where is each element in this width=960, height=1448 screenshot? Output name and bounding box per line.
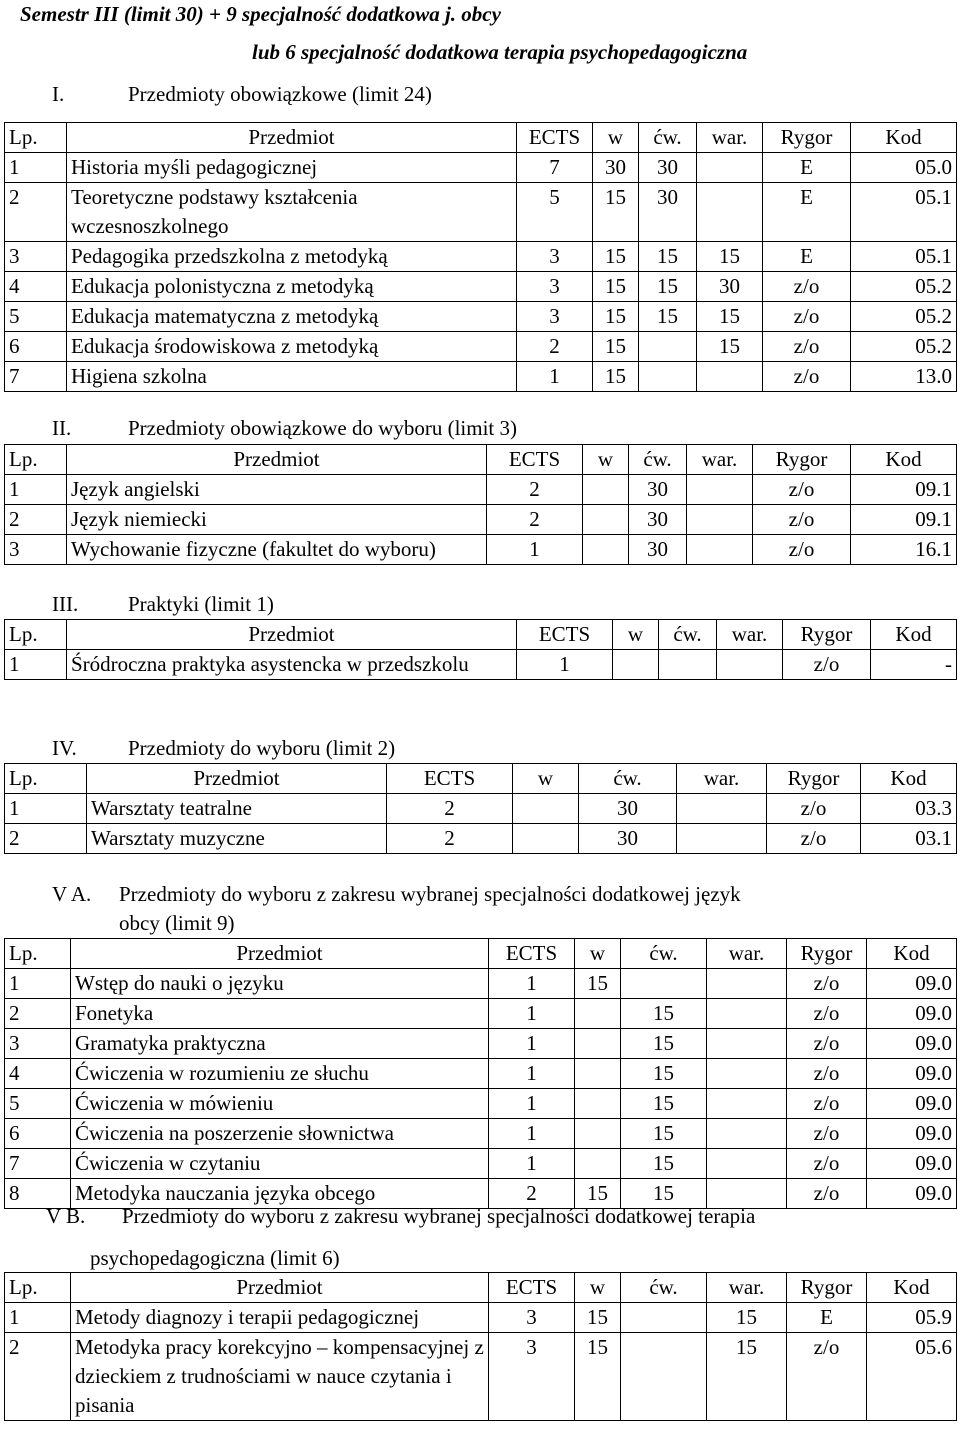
cell-assessment: z/o (787, 1029, 867, 1059)
cell-lp: 1 (5, 794, 87, 824)
table-row (5, 1119, 957, 1149)
cell-workshop: 30 (697, 272, 763, 302)
cell-subject: Śródroczna praktyka asystencka w przedszkolu (67, 650, 517, 680)
cell-subject: Język angielski (67, 475, 487, 505)
cell-code: 09.1 (851, 505, 957, 535)
column-header-lecture: w (575, 1273, 621, 1303)
cell-code: 05.6 (867, 1333, 957, 1421)
cell-assessment: z/o (767, 824, 861, 854)
table-row (5, 183, 957, 242)
cell-exercise: 15 (639, 242, 697, 272)
cell-lecture (513, 794, 579, 824)
cell-lecture: 15 (575, 1179, 621, 1209)
cell-ects: 1 (489, 1089, 575, 1119)
table-row (5, 153, 957, 183)
table-row (5, 969, 957, 999)
cell-ects: 2 (489, 1179, 575, 1209)
column-header-assessment: Rygor (787, 939, 867, 969)
column-header-workshop: war. (707, 939, 787, 969)
cell-workshop (707, 969, 787, 999)
cell-lp: 3 (5, 242, 67, 272)
column-header-lecture: w (575, 939, 621, 969)
column-header-exercise: ćw. (659, 620, 717, 650)
cell-lp: 1 (5, 1303, 71, 1333)
cell-subject: Pedagogika przedszkolna z metodyką (67, 242, 517, 272)
column-header-lp: Lp. (5, 939, 71, 969)
table-section-3 (4, 619, 957, 680)
cell-lp: 7 (5, 1149, 71, 1179)
cell-workshop (707, 1119, 787, 1149)
cell-subject: Higiena szkolna (67, 362, 517, 392)
cell-lp: 3 (5, 535, 67, 565)
column-header-workshop: war. (677, 764, 767, 794)
cell-assessment: z/o (787, 1149, 867, 1179)
cell-lp: 2 (5, 1333, 71, 1421)
cell-assessment: z/o (787, 1333, 867, 1421)
cell-exercise (621, 1333, 707, 1421)
cell-lp: 4 (5, 1059, 71, 1089)
cell-exercise: 30 (579, 794, 677, 824)
section-heading-5a (52, 880, 741, 935)
cell-workshop (697, 153, 763, 183)
cell-subject: Edukacja polonistyczna z metodyką (67, 272, 517, 302)
cell-lecture: 15 (593, 242, 639, 272)
cell-workshop: 15 (697, 302, 763, 332)
cell-lecture: 15 (575, 969, 621, 999)
column-header-lecture: w (583, 445, 629, 475)
cell-lecture: 15 (593, 302, 639, 332)
table-row (5, 272, 957, 302)
cell-assessment: z/o (763, 362, 851, 392)
cell-subject: Edukacja matematyczna z metodyką (67, 302, 517, 332)
cell-ects: 3 (489, 1303, 575, 1333)
cell-assessment: z/o (783, 650, 871, 680)
cell-code: 03.1 (861, 824, 957, 854)
cell-subject: Historia myśli pedagogicznej (67, 153, 517, 183)
column-header-subject: Przedmiot (67, 123, 517, 153)
cell-ects: 1 (489, 969, 575, 999)
cell-code: 16.1 (851, 535, 957, 565)
cell-exercise: 30 (579, 824, 677, 854)
cell-code: 05.9 (867, 1303, 957, 1333)
column-header-assessment: Rygor (753, 445, 851, 475)
cell-workshop (707, 1089, 787, 1119)
cell-code: 09.0 (867, 1149, 957, 1179)
cell-subject: Język niemiecki (67, 505, 487, 535)
cell-assessment: E (763, 153, 851, 183)
column-header-lp: Lp. (5, 445, 67, 475)
column-header-code: Kod (861, 764, 957, 794)
column-header-lp: Lp. (5, 1273, 71, 1303)
table-row (5, 824, 957, 854)
section-title-cont: obcy (limit 9) (119, 911, 235, 935)
cell-code: 09.0 (867, 969, 957, 999)
cell-workshop: 15 (707, 1333, 787, 1421)
cell-subject: Wstęp do nauki o języku (71, 969, 489, 999)
cell-lp: 7 (5, 362, 67, 392)
cell-lecture: 15 (593, 183, 639, 242)
cell-subject: Edukacja środowiskowa z metodyką (67, 332, 517, 362)
cell-lp: 2 (5, 183, 67, 242)
cell-subject: Ćwiczenia w rozumieniu ze słuchu (71, 1059, 489, 1089)
section-heading-5b (46, 1202, 756, 1270)
column-header-code: Kod (871, 620, 957, 650)
column-header-assessment: Rygor (763, 123, 851, 153)
table-header-row (5, 620, 957, 650)
table-section-5a (4, 938, 957, 1209)
cell-exercise: 15 (621, 1089, 707, 1119)
cell-workshop: 15 (707, 1303, 787, 1333)
table-row (5, 362, 957, 392)
cell-workshop (687, 505, 753, 535)
table-row (5, 505, 957, 535)
cell-exercise: 15 (621, 1059, 707, 1089)
column-header-code: Kod (851, 123, 957, 153)
cell-exercise (621, 1303, 707, 1333)
column-header-workshop: war. (707, 1273, 787, 1303)
cell-assessment: z/o (787, 1119, 867, 1149)
cell-workshop (707, 1029, 787, 1059)
cell-workshop (707, 1149, 787, 1179)
table-row (5, 1333, 957, 1421)
column-header-lecture: w (593, 123, 639, 153)
cell-code: 03.3 (861, 794, 957, 824)
cell-lecture: 15 (575, 1303, 621, 1333)
cell-lecture (583, 535, 629, 565)
column-header-subject: Przedmiot (87, 764, 387, 794)
cell-assessment: z/o (763, 272, 851, 302)
cell-lecture: 15 (593, 272, 639, 302)
cell-ects: 7 (517, 153, 593, 183)
cell-code: 09.0 (867, 1029, 957, 1059)
cell-lecture (583, 475, 629, 505)
cell-ects: 3 (489, 1333, 575, 1421)
cell-assessment: E (763, 183, 851, 242)
cell-lp: 1 (5, 475, 67, 505)
cell-workshop (717, 650, 783, 680)
cell-assessment: z/o (753, 505, 851, 535)
column-header-exercise: ćw. (579, 764, 677, 794)
cell-ects: 1 (489, 1119, 575, 1149)
cell-assessment: E (763, 242, 851, 272)
cell-exercise: 30 (629, 505, 687, 535)
table-row (5, 1059, 957, 1089)
table-row (5, 1303, 957, 1333)
column-header-lecture: w (613, 620, 659, 650)
cell-workshop (697, 183, 763, 242)
cell-lp: 4 (5, 272, 67, 302)
cell-exercise: 15 (621, 1149, 707, 1179)
cell-exercise (621, 969, 707, 999)
cell-code: 13.0 (851, 362, 957, 392)
column-header-ects: ECTS (517, 620, 613, 650)
table-header-row (5, 764, 957, 794)
cell-workshop (707, 1059, 787, 1089)
column-header-ects: ECTS (517, 123, 593, 153)
cell-code: 05.0 (851, 153, 957, 183)
column-header-subject: Przedmiot (71, 1273, 489, 1303)
table-row (5, 1029, 957, 1059)
cell-lp: 6 (5, 1119, 71, 1149)
cell-assessment: z/o (767, 794, 861, 824)
section-title: Przedmioty do wyboru (limit 2) (128, 736, 396, 760)
table-section-2 (4, 444, 957, 565)
column-header-exercise: ćw. (629, 445, 687, 475)
cell-exercise: 15 (621, 1119, 707, 1149)
cell-lp: 3 (5, 1029, 71, 1059)
cell-code: 05.1 (851, 183, 957, 242)
section-heading-1 (52, 80, 432, 109)
cell-subject: Metody diagnozy i terapii pedagogicznej (71, 1303, 489, 1333)
section-title: Przedmioty obowiązkowe (limit 24) (128, 82, 432, 106)
section-number: I. (52, 82, 65, 106)
column-header-lp: Lp. (5, 123, 67, 153)
cell-lp: 6 (5, 332, 67, 362)
cell-code: 09.0 (867, 1089, 957, 1119)
table-row (5, 242, 957, 272)
column-header-workshop: war. (687, 445, 753, 475)
table-row (5, 650, 957, 680)
cell-lp: 1 (5, 650, 67, 680)
cell-lecture: 15 (593, 362, 639, 392)
cell-subject: Warsztaty teatralne (87, 794, 387, 824)
section-title: Praktyki (limit 1) (128, 592, 274, 616)
cell-ects: 1 (489, 1149, 575, 1179)
table-row (5, 475, 957, 505)
cell-code: 09.0 (867, 1179, 957, 1209)
section-number: V A. (52, 882, 92, 906)
table-header-row (5, 939, 957, 969)
cell-lecture (575, 1059, 621, 1089)
cell-exercise: 15 (621, 1029, 707, 1059)
section-title: Przedmioty obowiązkowe do wyboru (limit 3) (128, 416, 518, 440)
cell-subject: Metodyka nauczania języka obcego (71, 1179, 489, 1209)
table-row (5, 1149, 957, 1179)
semester-title: Semestr III (limit 30) + 9 specjalność dodatkowa j. obcy (20, 2, 501, 26)
cell-assessment: z/o (787, 999, 867, 1029)
table-row (5, 1089, 957, 1119)
cell-workshop: 15 (697, 242, 763, 272)
cell-lp: 1 (5, 969, 71, 999)
cell-subject: Ćwiczenia w czytaniu (71, 1149, 489, 1179)
cell-exercise: 15 (621, 1179, 707, 1209)
column-header-ects: ECTS (487, 445, 583, 475)
cell-code: 09.0 (867, 999, 957, 1029)
column-header-ects: ECTS (387, 764, 513, 794)
table-section-4 (4, 763, 957, 854)
cell-exercise: 30 (629, 475, 687, 505)
cell-workshop (677, 824, 767, 854)
cell-ects: 1 (489, 999, 575, 1029)
cell-code: 05.2 (851, 302, 957, 332)
table-row (5, 302, 957, 332)
cell-exercise: 30 (639, 153, 697, 183)
cell-exercise: 30 (629, 535, 687, 565)
cell-subject: Wychowanie fizyczne (fakultet do wyboru) (67, 535, 487, 565)
cell-ects: 1 (487, 535, 583, 565)
column-header-lp: Lp. (5, 620, 67, 650)
cell-code: 09.1 (851, 475, 957, 505)
cell-ects: 1 (489, 1029, 575, 1059)
cell-code: 05.1 (851, 242, 957, 272)
cell-lecture (575, 999, 621, 1029)
column-header-assessment: Rygor (787, 1273, 867, 1303)
section-number: IV. (52, 736, 77, 760)
column-header-subject: Przedmiot (71, 939, 489, 969)
column-header-ects: ECTS (489, 939, 575, 969)
table-row (5, 999, 957, 1029)
cell-ects: 5 (517, 183, 593, 242)
cell-ects: 1 (517, 362, 593, 392)
cell-workshop (697, 362, 763, 392)
section-heading-2 (52, 414, 518, 443)
cell-lp: 2 (5, 505, 67, 535)
cell-workshop (707, 999, 787, 1029)
cell-exercise: 15 (639, 272, 697, 302)
column-header-assessment: Rygor (783, 620, 871, 650)
section-title: Przedmioty do wyboru z zakresu wybranej specjalności dodatkowej język (119, 882, 741, 906)
cell-exercise: 30 (639, 183, 697, 242)
column-header-ects: ECTS (489, 1273, 575, 1303)
cell-ects: 2 (387, 824, 513, 854)
section-heading-3 (52, 590, 274, 619)
cell-assessment: z/o (763, 332, 851, 362)
cell-workshop: 15 (697, 332, 763, 362)
table-header-row (5, 445, 957, 475)
cell-code: 05.2 (851, 272, 957, 302)
cell-ects: 3 (517, 272, 593, 302)
cell-exercise: 15 (621, 999, 707, 1029)
cell-subject: Warsztaty muzyczne (87, 824, 387, 854)
cell-lecture (583, 505, 629, 535)
cell-lecture (575, 1029, 621, 1059)
cell-lecture (613, 650, 659, 680)
cell-code: 09.0 (867, 1059, 957, 1089)
cell-workshop (687, 535, 753, 565)
cell-lp: 1 (5, 153, 67, 183)
cell-lp: 2 (5, 999, 71, 1029)
cell-ects: 1 (517, 650, 613, 680)
cell-assessment: z/o (763, 302, 851, 332)
cell-lecture (575, 1149, 621, 1179)
cell-ects: 3 (517, 302, 593, 332)
column-header-code: Kod (867, 1273, 957, 1303)
cell-workshop (677, 794, 767, 824)
table-row (5, 535, 957, 565)
cell-subject: Fonetyka (71, 999, 489, 1029)
cell-subject: Gramatyka praktyczna (71, 1029, 489, 1059)
cell-code: 09.0 (867, 1119, 957, 1149)
column-header-workshop: war. (717, 620, 783, 650)
cell-ects: 3 (517, 242, 593, 272)
cell-lp: 5 (5, 302, 67, 332)
cell-subject: Ćwiczenia na poszerzenie słownictwa (71, 1119, 489, 1149)
cell-assessment: z/o (787, 1089, 867, 1119)
column-header-workshop: war. (697, 123, 763, 153)
cell-workshop (687, 475, 753, 505)
cell-ects: 2 (487, 475, 583, 505)
cell-ects: 2 (387, 794, 513, 824)
cell-subject: Teoretyczne podstawy kształcenia wczesnoszkolnego (67, 183, 517, 242)
cell-exercise (659, 650, 717, 680)
table-header-row (5, 1273, 957, 1303)
cell-assessment: z/o (753, 535, 851, 565)
cell-assessment: z/o (753, 475, 851, 505)
column-header-subject: Przedmiot (67, 620, 517, 650)
cell-lecture: 15 (575, 1333, 621, 1421)
column-header-subject: Przedmiot (67, 445, 487, 475)
table-header-row (5, 123, 957, 153)
cell-subject: Metodyka pracy korekcyjno – kompensacyjnej z dzieckiem z trudnościami w nauce czytania i pisania (71, 1333, 489, 1421)
column-header-exercise: ćw. (621, 939, 707, 969)
cell-subject: Ćwiczenia w mówieniu (71, 1089, 489, 1119)
cell-lp: 2 (5, 824, 87, 854)
column-header-exercise: ćw. (621, 1273, 707, 1303)
section-heading-4 (52, 734, 396, 763)
cell-exercise: 15 (639, 302, 697, 332)
table-row (5, 332, 957, 362)
column-header-assessment: Rygor (767, 764, 861, 794)
column-header-exercise: ćw. (639, 123, 697, 153)
section-title-cont: psychopedagogiczna (limit 6) (90, 1246, 340, 1270)
cell-lecture: 30 (593, 153, 639, 183)
cell-code: 05.2 (851, 332, 957, 362)
cell-exercise (639, 362, 697, 392)
cell-assessment: z/o (787, 969, 867, 999)
cell-exercise (639, 332, 697, 362)
column-header-code: Kod (851, 445, 957, 475)
cell-assessment: z/o (787, 1059, 867, 1089)
cell-lecture (513, 824, 579, 854)
section-number: III. (52, 592, 79, 616)
semester-subtitle: lub 6 specjalność dodatkowa terapia psychopedagogiczna (252, 40, 748, 64)
cell-assessment: E (787, 1303, 867, 1333)
column-header-lecture: w (513, 764, 579, 794)
cell-lecture: 15 (593, 332, 639, 362)
cell-ects: 2 (487, 505, 583, 535)
column-header-code: Kod (867, 939, 957, 969)
section-title: Przedmioty do wyboru z zakresu wybranej specjalności dodatkowej terapia (122, 1204, 756, 1228)
section-number: V B. (46, 1204, 86, 1228)
cell-lp: 8 (5, 1179, 71, 1209)
cell-ects: 2 (517, 332, 593, 362)
table-section-1 (4, 122, 957, 392)
section-number: II. (52, 416, 72, 440)
cell-code: - (871, 650, 957, 680)
column-header-lp: Lp. (5, 764, 87, 794)
cell-lecture (575, 1119, 621, 1149)
table-section-5b (4, 1272, 957, 1421)
cell-lp: 5 (5, 1089, 71, 1119)
cell-lecture (575, 1089, 621, 1119)
cell-assessment: z/o (787, 1179, 867, 1209)
cell-ects: 1 (489, 1059, 575, 1089)
table-row (5, 794, 957, 824)
